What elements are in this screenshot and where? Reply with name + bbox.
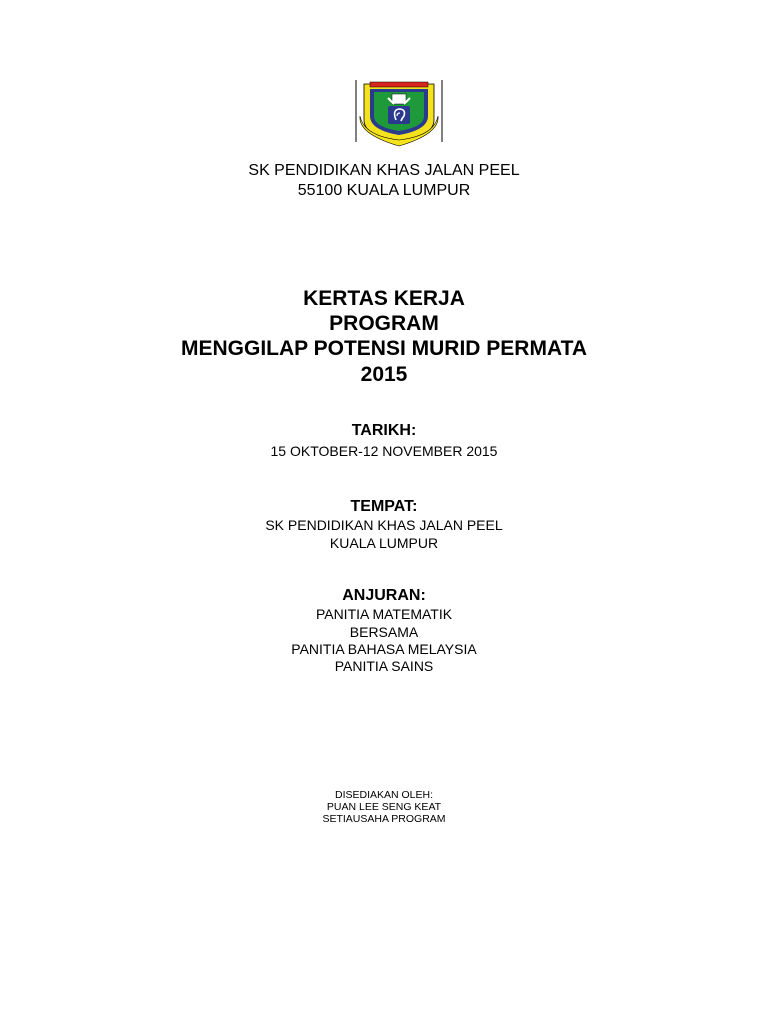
- title-line-3: MENGGILAP POTENSI MURID PERMATA: [180, 337, 587, 360]
- organizer-line: PANITIA MATEMATIK: [315, 606, 453, 622]
- prepared-by-role: SETIAUSAHA PROGRAM: [322, 813, 446, 825]
- organizer-line: PANITIA SAINS: [334, 658, 434, 674]
- title-year: 2015: [360, 363, 408, 386]
- organizer-line: PANITIA BAHASA MELAYSIA: [291, 641, 477, 657]
- school-name: SK PENDIDIKAN KHAS JALAN PEEL: [248, 162, 520, 179]
- school-address: 55100 KUALA LUMPUR: [297, 182, 471, 199]
- date-label: TARIKH:: [351, 422, 417, 439]
- organizer-label: ANJURAN:: [342, 587, 426, 604]
- title-line-1: KERTAS KERJA: [303, 287, 465, 310]
- venue-label: TEMPAT:: [350, 498, 418, 515]
- title-line-2: PROGRAM: [329, 312, 439, 335]
- venue-line: SK PENDIDIKAN KHAS JALAN PEEL: [265, 517, 503, 533]
- venue-line: KUALA LUMPUR: [329, 535, 439, 551]
- organizer-line: BERSAMA: [349, 624, 419, 640]
- school-crest-logo: [354, 76, 444, 148]
- prepared-by-label: DISEDIAKAN OLEH:: [334, 789, 434, 801]
- prepared-by-name: PUAN LEE SENG KEAT: [326, 801, 442, 813]
- date-value: 15 OKTOBER-12 NOVEMBER 2015: [270, 443, 498, 459]
